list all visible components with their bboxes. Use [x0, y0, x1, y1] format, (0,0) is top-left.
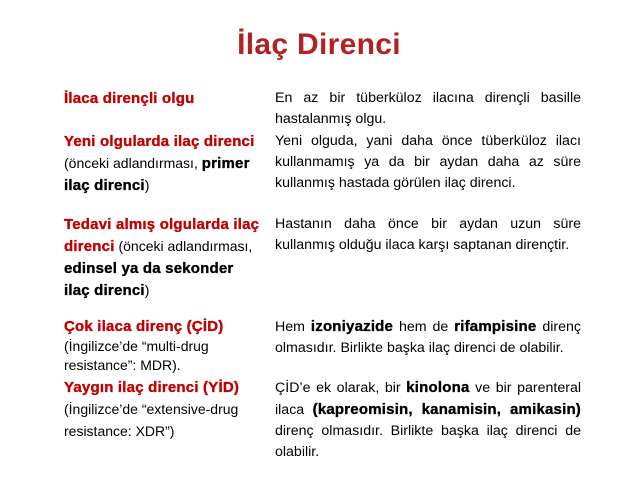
- term-label: Tedavi almış olgularda ilaç direnci: [64, 216, 260, 255]
- definition-text: ÇİD’e ek olarak, bir: [275, 380, 407, 396]
- term-note-close: ): [144, 178, 150, 194]
- term-cell: [64, 88, 260, 110]
- definition-text: Hem: [275, 319, 311, 335]
- drug-name: kinolona: [406, 379, 470, 396]
- term-alt-name: edinsel ya da sekonder ilaç direnci: [64, 260, 234, 299]
- term-cell: [64, 131, 260, 197]
- term-label: Yeni olgularda ilaç direnci: [64, 133, 255, 150]
- term-cell: [64, 316, 260, 375]
- term-cell: [64, 377, 260, 443]
- definition-text: direnç olmasıdır. Birlikte başka ilaç direnci de olabilir.: [275, 319, 581, 356]
- term-label: Yaygın ilaç direnci (YİD): [64, 379, 240, 396]
- definition-cell: En az bir tüberküloz ilacına dirençli basille hastalanmış olgu.: [275, 90, 581, 127]
- definition-cell: Yeni olguda, yani daha önce tüberküloz ilacı kullanmamış ya da bir aydan daha az süre kullanmış hastada görülen ilaç direnci.: [275, 133, 581, 191]
- definition-text: ve bir parenteral ilaca: [275, 380, 581, 418]
- term-note: (önceki adlandırması,: [64, 155, 202, 171]
- drug-name: izoniyazide: [310, 318, 394, 335]
- definition-text: direnç olmasıdır. Birlikte başka ilaç direnci de olabilir.: [275, 423, 581, 460]
- term-label: İlaca dirençli olgu: [64, 90, 195, 107]
- term-alt-name: primer ilaç direnci: [64, 155, 250, 194]
- term-note: (İngilizce’de “extensive-drug resistance: XDR”): [64, 401, 239, 439]
- drug-name: (kapreomisin, kanamisin, amikasin): [312, 401, 582, 418]
- definition-cell: [275, 316, 581, 359]
- definition-cell: Hastanın daha önce bir aydan uzun süre kullanmış olduğu ilaca karşı saptanan dirençtir.: [275, 216, 581, 253]
- term-note: (İngilizce’de “multi-drug resistance”: MDR).: [64, 338, 209, 373]
- page-title: İlaç Direnci: [237, 28, 401, 61]
- definition-text: hem de: [393, 319, 455, 335]
- drug-name: rifampisine: [454, 318, 537, 335]
- term-cell: [64, 214, 260, 302]
- term-note-close: ): [144, 283, 150, 299]
- term-label: Çok ilaca direnç (ÇİD): [64, 318, 224, 335]
- definition-cell: [275, 377, 581, 463]
- term-note: (önceki adlandırması,: [114, 238, 253, 254]
